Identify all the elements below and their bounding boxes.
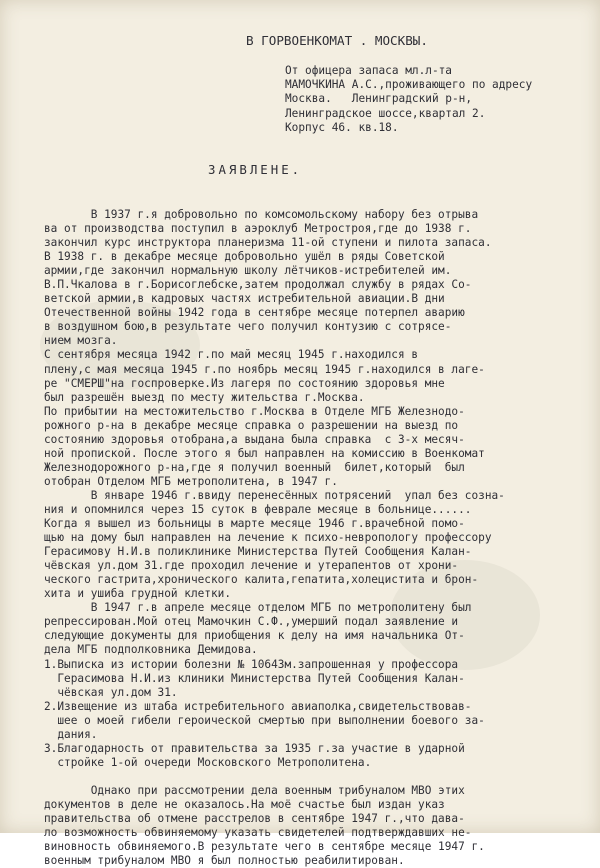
text-line: следующие документы для приобщения к делу на имя начальника От- [44,629,465,643]
text-line: дела МГБ подполковника Демидова. [44,643,258,657]
text-line: Железнодорожного р-на,где я получил военный билет,который был [44,460,465,474]
text-line: ческого гастрита,хронического калита,гепатита,холецистита и брон- [44,573,479,587]
text-line: С сентября месяца 1942 г.по май месяц 1945 г.находился в [44,348,419,362]
sender-line: Москва. Ленинградский р-н, [285,92,473,106]
text-line: состоянию здоровья отобрана,а выдана была справка с 3-х месяч- [44,432,465,446]
text-line: Герасимову Н.И.в поликлинике Министерства Путей Сообщения Калан- [44,545,472,559]
text-line: 2.Извещение из штаба истребительного авиаполка,свидетельствовав- [44,699,472,713]
text-line: хита и ушиба грудной клетки. [44,587,232,601]
text-line: По прибытии на местожительство г.Москва в Отделе МГБ Железнодо- [44,404,465,418]
sender-line: Ленинградское шоссе,квартал 2. [285,106,486,120]
sender-line: Корпус 46. кв.18. [285,120,399,134]
text-line: в воздушном бою,в результате чего получил контузию с сотрясе- [44,320,452,334]
text-line: виновность обвиняемого.В результате чего в сентябре месяце 1947 г. [44,840,485,854]
text-line: армии,где закончил нормальную школу лётчиков-истребителей им. [44,264,452,278]
text-line: ва от производства поступил в аэроклуб Метростроя,где до 1938 г. [44,222,472,236]
sender-block [285,64,532,135]
text-line: ния и опомнился через 15 суток в феврале месяце в больнице...... [44,502,472,516]
text-line: ветской армии,в кадровых частях истребительной авиации.В дни [44,292,445,306]
text-line: военным трибуналом МВО я был полностью реабилитирован. [44,854,405,868]
text-line: был разрешён выезд по месту жительства г.Москва. [44,390,365,404]
text-line: шее о моей гибели героической смертью при выполнении боевого за- [44,713,485,727]
text-line: документов в деле не оказалось.На моё счастье был издан указ [44,797,445,811]
text-line: В январе 1946 г.ввиду перенесённых потрясений упал без созна- [44,488,505,502]
sender-line: МАМОЧКИНА А.С.,проживающего по адресу [285,78,533,92]
text-line: плену,с мая месяца 1945 г.по ноябрь месяц 1945 г.находился в лаге- [44,362,485,376]
text-line: репрессирован.Мой отец Мамочкин С.Ф.,умерший подал заявление и [44,615,459,629]
text-line: В 1937 г.я добровольно по комсомольскому набору без отрыва [44,208,479,221]
text-line: В.П.Чкалова в г.Борисоглебске,затем продолжал службу в рядах Со- [44,278,472,292]
text-line: 1.Выписка из истории болезни № 10643м.запрошенная у профессора [44,657,459,671]
text-line: ло возможность обвиняемому указать свидетелей подтверждавших не- [44,826,472,840]
text-line: Однако при рассмотрении дела военным трибуналом МВО этих [44,783,465,797]
text-line: дания. [44,727,98,741]
sender-line: От офицера запаса мл.л-та [285,64,452,77]
text-line: Когда я вышел из больницы в марте месяце 1946 г.врачебной помо- [44,517,465,531]
text-line: В 1947 г.в апреле месяце отделом МГБ по метрополитену был [44,601,472,615]
text-line: стройке 1-ой очереди Московского Метрополитена. [44,755,372,769]
document-body [44,208,505,868]
text-line: ре "СМЕРШ"на госпроверке.Из лагеря по состоянию здоровья мне [44,376,445,390]
text-line: чёвская ул.дом 31.где проходил лечение и утерапентов от хрони- [44,559,459,573]
text-line: ной пропиской. После этого я был направлен на комиссию в Военкомат [44,446,485,460]
text-line: закончил курс инструктора планеризма 11-ой ступени и пилота запаса. [44,236,492,250]
text-line: щью на дому был направлен на лечение к психо-невропологу профессору [44,531,492,545]
text-line: нием мозга. [44,334,118,348]
document-title: ЗАЯВЛЕНЕ. [208,162,303,177]
text-line: В 1938 г. в декабре месяце добровольно ушёл в ряды Советской [44,250,445,264]
text-line: 3.Благодарность от правительства за 1935 г.за участие в ударной [44,741,465,755]
text-line: отобран Отделом МГБ метрополитена, в 1947 г. [44,474,338,488]
text-line: чёвская ул.дом 31. [44,685,178,699]
text-line: правительства об отмене расстрелов в сентябре 1947 г.,что дава- [44,812,465,826]
text-line: рожного р-на в декабре месяце справка о разрешении на выезд по [44,418,459,432]
text-line: Герасимова Н.И.из клиники Министерства Путей Сообщения Калан- [44,671,465,685]
text-line: Отечественной войны 1942 года в сентябре месяце потерпел аварию [44,306,465,320]
addressee-line: В ГОРВОЕНКОМАТ . МОСКВЫ. [246,33,428,48]
